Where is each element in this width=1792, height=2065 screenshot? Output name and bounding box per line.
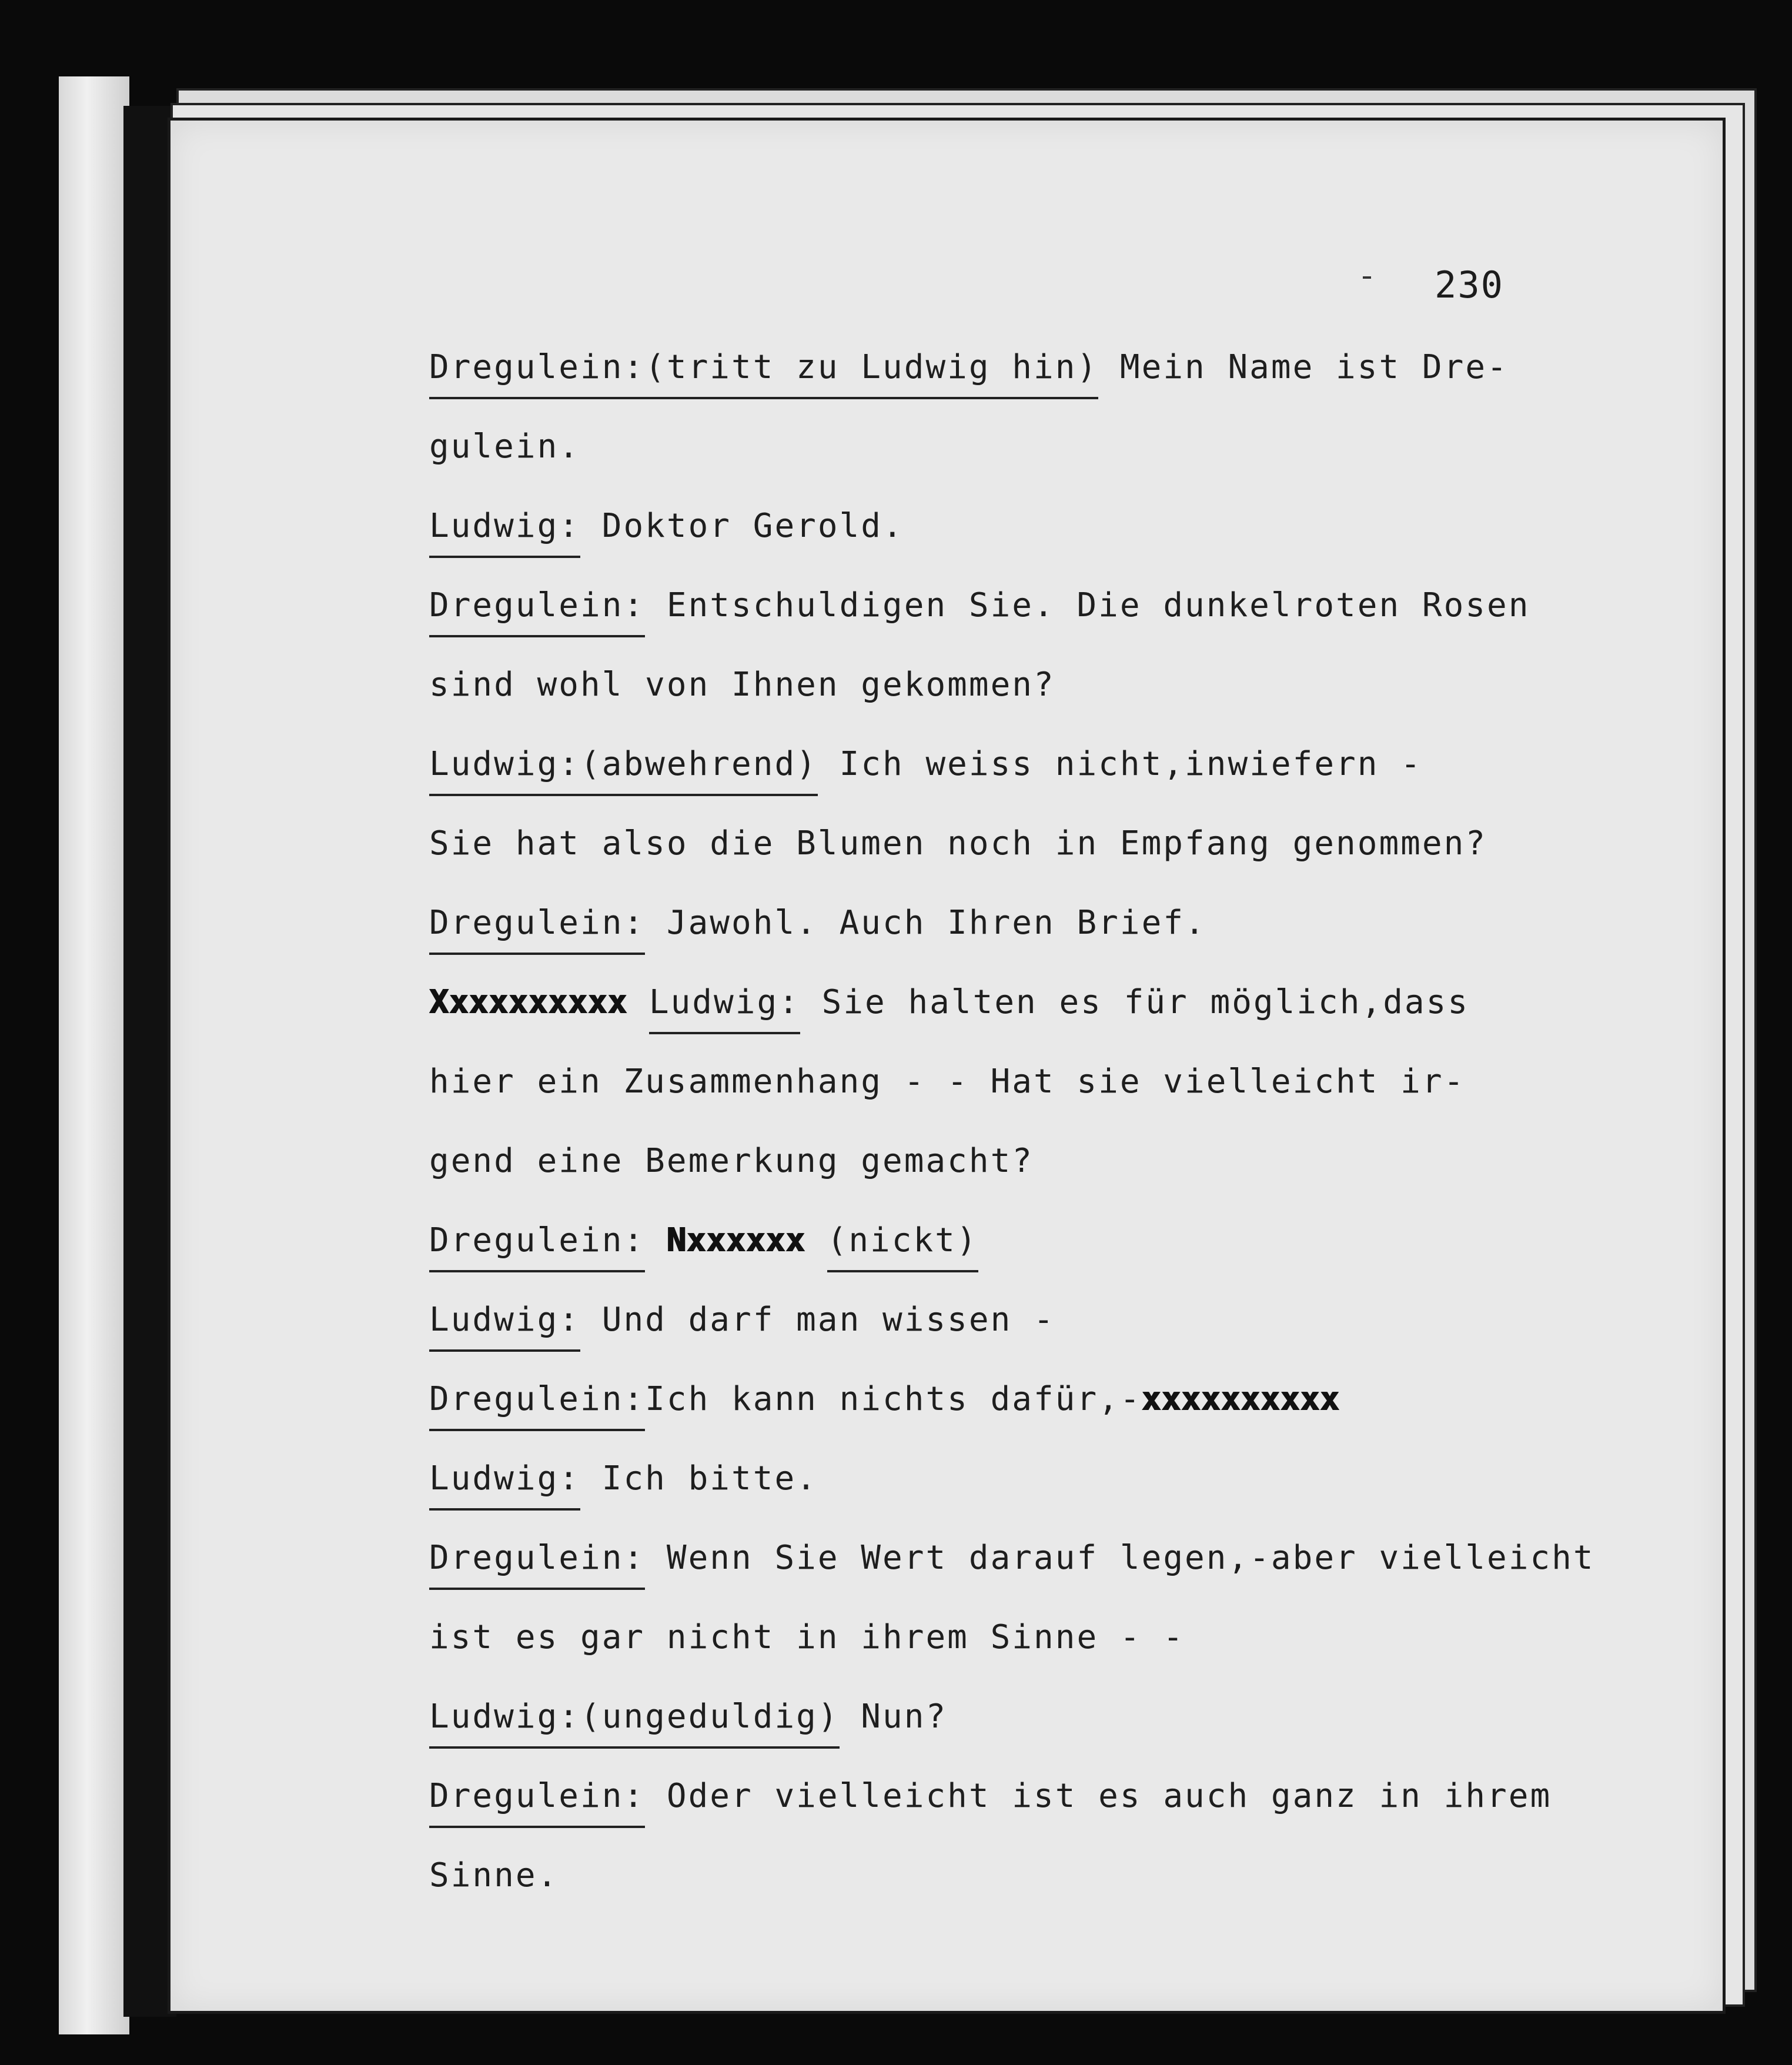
line-text: Mein Name ist Dre- xyxy=(1098,348,1509,386)
speaker-name: Ludwig: xyxy=(429,1698,580,1749)
speaker-name: Dregulein: xyxy=(429,1539,645,1590)
line-text: Ich kann nichts dafür,- xyxy=(645,1380,1142,1418)
text-line xyxy=(429,1373,1723,1452)
pencil-mark xyxy=(1363,276,1371,279)
struck-out-text: Nxxxxxx xyxy=(666,1221,805,1259)
speaker-name: Dregulein: xyxy=(429,1221,645,1272)
stage-direction: (abwehrend) xyxy=(580,745,818,796)
line-text: gulein. xyxy=(429,427,581,466)
text-line xyxy=(429,976,1723,1055)
line-text xyxy=(627,983,649,1021)
text-line xyxy=(429,1214,1723,1294)
line-text: Und darf man wissen - xyxy=(580,1301,1055,1339)
struck-out-text: Xxxxxxxxxx xyxy=(429,983,628,1021)
stage-direction: (tritt zu Ludwig hin) xyxy=(645,348,1098,399)
text-line xyxy=(429,1452,1723,1532)
line-text: Ich bitte. xyxy=(580,1459,818,1498)
speaker-name: Ludwig: xyxy=(429,507,580,558)
text-line xyxy=(429,1055,1723,1135)
text-line xyxy=(429,500,1723,579)
line-text: Ich weiss nicht,inwiefern - xyxy=(817,745,1422,783)
speaker-name: Ludwig: xyxy=(429,1459,580,1511)
text-line xyxy=(429,579,1723,659)
text-line xyxy=(429,341,1723,420)
speaker-name: Dregulein: xyxy=(429,1777,645,1828)
struck-out-text: xxxxxxxxxx xyxy=(1141,1380,1340,1418)
dialogue-body xyxy=(429,341,1723,1929)
text-line xyxy=(429,1770,1723,1849)
speaker-name: Ludwig: xyxy=(649,983,800,1034)
line-text: sind wohl von Ihnen gekommen? xyxy=(429,666,1055,704)
text-line xyxy=(429,1690,1723,1770)
line-text: gend eine Bemerkung gemacht? xyxy=(429,1142,1034,1180)
text-line xyxy=(429,1849,1723,1929)
text-line xyxy=(429,738,1723,817)
speaker-name: Dregulein: xyxy=(429,348,645,399)
line-text: Doktor Gerold. xyxy=(580,507,904,545)
text-line xyxy=(429,897,1723,976)
line-text: Oder vielleicht ist es auch ganz in ihrem xyxy=(645,1777,1552,1815)
text-line xyxy=(429,1294,1723,1373)
line-text: Sinne. xyxy=(429,1856,559,1894)
text-line xyxy=(429,1532,1723,1611)
text-line xyxy=(429,1135,1723,1214)
stage-direction: (nickt) xyxy=(827,1221,978,1272)
text-line xyxy=(429,420,1723,500)
page-number: 230 xyxy=(1435,263,1504,306)
text-line xyxy=(429,659,1723,738)
text-line xyxy=(429,817,1723,897)
speaker-name: Dregulein: xyxy=(429,586,645,637)
line-text xyxy=(805,1221,827,1259)
speaker-name: Dregulein: xyxy=(429,1380,645,1431)
speaker-name: Ludwig: xyxy=(429,745,580,796)
left-edge-strip xyxy=(59,76,129,2034)
speaker-name: Ludwig: xyxy=(429,1301,580,1352)
line-text: Nun? xyxy=(839,1698,948,1736)
line-text: hier ein Zusammenhang - - Hat sie vielleicht ir- xyxy=(429,1062,1466,1101)
line-text: Sie hat also die Blumen noch in Empfang genommen? xyxy=(429,824,1487,863)
line-text: Jawohl. Auch Ihren Brief. xyxy=(645,904,1206,942)
line-text xyxy=(645,1221,667,1259)
text-line xyxy=(429,1611,1723,1690)
stage-direction: (ungeduldig) xyxy=(580,1698,840,1749)
speaker-name: Dregulein: xyxy=(429,904,645,955)
line-text: ist es gar nicht in ihrem Sinne - - xyxy=(429,1618,1185,1656)
line-text: Entschuldigen Sie. Die dunkelroten Rosen xyxy=(645,586,1530,624)
line-text: Wenn Sie Wert darauf legen,-aber vielleicht xyxy=(645,1539,1595,1577)
line-text: Sie halten es für möglich,dass xyxy=(800,983,1470,1021)
